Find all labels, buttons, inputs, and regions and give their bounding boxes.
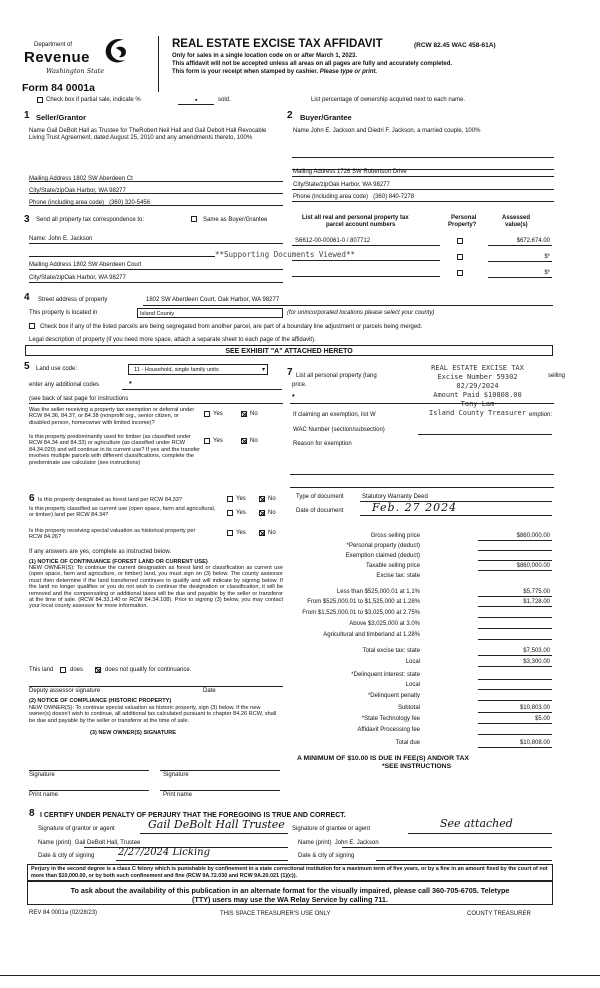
grantee-name-label: Name (print)	[298, 840, 332, 846]
deputy-signature-label: Deputy assessor signature	[29, 688, 101, 694]
bracket-1-label: Less than $525,000.01 at 1.1%	[336, 589, 420, 595]
exemption-deduct-label: Exemption claimed (deduct)	[345, 553, 420, 559]
wac-field[interactable]	[418, 434, 552, 435]
land-use-value: 11 - Household, single family units	[134, 367, 219, 373]
correspondence-name-field[interactable]: Name: John E. Jackson	[29, 236, 93, 242]
bracket-4-label: Above $3,025,000 at 3.0%	[349, 621, 420, 627]
gross-value[interactable]: $860,000.00	[516, 533, 550, 539]
footer-treasurer-use: THIS SPACE TREASURER'S USE ONLY	[220, 911, 331, 917]
section-7-number: 7	[287, 367, 293, 378]
county-select-value: Island County	[140, 310, 175, 317]
doc-date-rule	[360, 515, 552, 516]
land-use-select[interactable]	[128, 364, 268, 375]
segregated-checkbox[interactable]	[29, 323, 35, 329]
gross-label: Gross selling price	[370, 533, 420, 539]
tax-rule-9	[478, 712, 552, 713]
grantee-signature-label: Signature of grantee or agent	[292, 826, 371, 832]
q-current-use-no-checkbox[interactable]	[259, 510, 265, 516]
tax-rule-7	[478, 655, 552, 656]
tax-rule-8	[478, 666, 552, 667]
seller-name-value: Gail DeBolt Hall as Trustee for TheRobert Neil Hall and Gail Debolt Hall Revocable Living Trust Agreement, dated August 25, 2010 and any amendments thereto, 100%	[29, 128, 267, 141]
sec7-rule-1	[290, 403, 554, 404]
section-5-number: 5	[24, 361, 30, 372]
seller-mail-field[interactable]: Mailing Address 1802 SW Aberdeen Ct	[29, 176, 133, 182]
buyer-rule-0	[292, 157, 554, 158]
notice-3-title: (3) NEW OWNER(S) SIGNATURE	[90, 730, 176, 736]
same-as-buyer-label: Same as Buyer/Grantee	[203, 217, 268, 223]
doc-type-label: Type of document	[296, 494, 344, 500]
form-number: Form 84 0001a	[22, 82, 95, 94]
new-owner-sig-1-label: Signature	[29, 772, 55, 778]
same-as-buyer-checkbox[interactable]	[191, 216, 197, 222]
grantee-signature[interactable]: See attached	[440, 817, 513, 830]
excise-state-label: Excise tax: state	[376, 573, 420, 579]
seller-phone-field[interactable]: Phone (including area code) (360) 320-5456	[29, 200, 151, 206]
stamp-line-2: Excise Number 59302	[437, 373, 518, 381]
header-divider	[158, 36, 159, 92]
q-exemption-no-checkbox[interactable]	[241, 411, 247, 417]
bracket-2-value[interactable]: $1,728.00	[523, 599, 550, 605]
corr-rule-2	[29, 256, 215, 257]
q-current-use-yes-label: Yes	[236, 510, 246, 516]
grantor-signature[interactable]: Gail DeBolt Hall Trustee	[148, 818, 285, 831]
total-excise-value[interactable]: $7,503.00	[523, 648, 550, 654]
land-does-label: does	[70, 667, 84, 673]
certify-statement: I CERTIFY UNDER PENALTY OF PERJURY THAT THE FOREGOING IS TRUE AND CORRECT.	[40, 812, 346, 819]
personal-deduct-field[interactable]	[478, 550, 552, 551]
correspondence-mail-field[interactable]: Mailing Address 1802 SW Aberdeen Court	[29, 262, 142, 268]
q-current-use-text: Is this property classified as current use (open space, farm and agricultural, or timber) land per RCW 84.34?	[29, 506, 216, 519]
notice-2-body: NEW OWNER(S): To continue special valuation as historic property, sign (3) below. If the new owner(s) doesn't wish to continue, all additional tax calculated pursuant to chapter 84.26 RCW, shall be due and payable by the seller or transferor at the time of sale.	[29, 705, 277, 724]
taxable-value[interactable]: $860,000.00	[516, 563, 550, 569]
bracket-3-label: From $1,525,000.01 to $3,025,000 at 2.75%	[302, 610, 420, 616]
q-historic-no-label: No	[268, 530, 276, 536]
perjury-text: Perjury in the second degree is a class C felony which is punishable by confinement in a state correctional institution for a maximum term of five years, or by a fine in an amount fixed by the court of not more than $10,000.00, or by both such confinement and fine (RCW 9A.72.030 and RCW 9A.20.021 (1)(c)).	[31, 866, 548, 879]
wac-label: WAC Number (section/subsection)	[293, 427, 385, 433]
affidavit-fee-label: Affidavit Processing fee	[357, 727, 420, 733]
buyer-name-field[interactable]: Name John E. Jackson and Diedri F. Jackson, a married couple, 100%	[293, 128, 481, 134]
section-8-number: 8	[29, 808, 35, 819]
street-label: Street address of property	[38, 297, 108, 303]
personal-deduct-label: *Personal property (deduct)	[346, 543, 420, 549]
form-rcw: (RCW 82.45 WAC 458-61A)	[414, 42, 496, 49]
revenue-swirl-icon	[102, 36, 130, 66]
price-label: price.	[292, 382, 307, 388]
q-historic-no-checkbox[interactable]	[259, 530, 265, 536]
parcel-1-personal-checkbox[interactable]	[457, 238, 463, 244]
grantor-sig-rule	[140, 833, 288, 834]
q-exemption-no-label: No	[250, 411, 258, 417]
grantor-name-value[interactable]: Gail DeBolt Hall, Trustee	[74, 840, 141, 846]
street-value[interactable]: 1802 SW Aberdeen Court, Oak Harbor, WA 98277	[146, 297, 280, 303]
parcel-2-personal-checkbox[interactable]	[457, 254, 463, 260]
stamp-line-5: Tony Lam	[460, 400, 495, 408]
seller-city-field[interactable]: City/State/zipOak Harbor, WA 98277	[29, 188, 126, 194]
parcel-rule-2	[292, 260, 440, 261]
personal-col-head: Personal	[451, 215, 477, 221]
minimum-note: A MINIMUM OF $10.00 IS DUE IN FEE(S) AND/OR TAX	[297, 755, 469, 762]
note-1: Only for sales in a single location code on or after March 1, 2023.	[172, 53, 358, 59]
selling-label: selling	[548, 373, 566, 379]
street-rule	[143, 305, 553, 306]
subtotal-label: Subtotal	[397, 705, 420, 711]
notice-1-body: NEW OWNER(S): To continue the current designation as forest land or classification as current use (open space, farm and agriculture, or timber) land, you must sign on (3) below. The county assessor must then determine if the land transferred continues to qualify and will indicate by signing below. If the land no longer qualifies or you do not wish to continue the designation or classification, it will be removed and the compensating or additional taxes will be due and payable by the seller or transferor at the time of sale. (RCW 84.33.140 or RCW 84.34.108). Prior to signing (3) below, you may contact your local county assessor for more information.	[29, 565, 283, 610]
notice-1-title: (1) NOTICE OF CONTINUANCE (FOREST LAND OR CURRENT USE)	[29, 559, 208, 565]
footer-rev: REV 84 0001a (02/28/23)	[29, 910, 98, 916]
section-2-number: 2	[287, 110, 293, 121]
form-title: REAL ESTATE EXCISE TAX AFFIDAVIT	[172, 38, 383, 50]
land-use-label: Land use code:	[36, 366, 78, 372]
new-owner-sig-2-label: Signature	[163, 772, 189, 778]
q-timber-yes-label: Yes	[213, 438, 223, 444]
stamp-line-3: 02/29/2024	[456, 382, 499, 390]
parcels-heading-2: parcel account numbers	[326, 222, 396, 228]
delinquent-local-field[interactable]	[478, 689, 552, 690]
land-use-rule	[29, 403, 283, 404]
parcel-1-number[interactable]: S6612-00-00061-0 / 807712	[295, 238, 371, 244]
grantee-name-rule	[342, 847, 552, 848]
parcel-rule-1	[292, 245, 440, 246]
alt-format-text-1: To ask about the availability of this publication in an alternate format for the visually impaired, please call 360-705-6705. Teletype	[70, 886, 510, 895]
parcel-3-personal-checkbox[interactable]	[457, 270, 463, 276]
buyer-city-field[interactable]: City/State/zipOak Harbor, WA 98277	[293, 182, 390, 188]
delinquent-penalty-label: *Delinquent penalty	[367, 693, 420, 699]
new-owner-print-2-field[interactable]	[160, 790, 280, 791]
corr-rule-4	[29, 282, 283, 283]
new-owner-sig-1-field[interactable]	[29, 770, 149, 771]
parcel-2-value[interactable]: $*	[544, 254, 550, 260]
q-timber-text: Is this property predominantly used for timber (as classified under RCW 84.34 and 84.33) or agriculture (as classified under RCW 84.34.020) and will continue in its current use? If yes and the transfer involves multiple parcels with different classifications, complete the predominate use calculator (see instructions)	[29, 434, 201, 466]
section-4-number: 4	[24, 292, 30, 303]
section-6-number: 6	[29, 493, 35, 504]
exemption-label-b: emption:	[529, 412, 553, 418]
personal-property-label: List all personal property (tang	[296, 373, 377, 379]
note-2: This affidavit will not be accepted unless all areas on all pages are fully and accurately completed.	[172, 61, 453, 67]
corr-rule-1	[29, 243, 283, 244]
new-owner-print-1-field[interactable]	[29, 790, 149, 791]
note-3: This form is your receipt when stamped by cashier.	[172, 69, 319, 75]
state-label: Washington State	[46, 67, 105, 75]
taxable-label: Taxable selling price	[365, 563, 420, 569]
q-historic-yes-label: Yes	[236, 530, 246, 536]
tax-rule-1	[478, 540, 552, 541]
total-due-label: Total due	[395, 740, 420, 746]
grantor-date-rule	[116, 860, 288, 861]
q-exemption-yes-label: Yes	[213, 411, 223, 417]
legal-description-field[interactable]	[25, 345, 553, 356]
land-does-not-label: does not qualify for continuance.	[105, 667, 192, 673]
grantee-name-value[interactable]: John E. Jackson	[334, 840, 379, 846]
revenue-logo	[22, 38, 132, 80]
buyer-mail-field[interactable]: Mailing Address 1726 SW Robertson Drive	[293, 169, 407, 175]
bracket-5-field[interactable]	[478, 639, 552, 640]
supporting-docs-stamp: **Supporting Documents Viewed**	[215, 250, 355, 259]
alt-format-text-2: (TTY) users may use the WA Relay Service by calling 711.	[192, 895, 388, 904]
new-owner-print-1-label: Print name	[29, 792, 59, 798]
legal-exhibit-text: SEE EXHIBIT "A" ATTACHED HERETO	[225, 347, 353, 355]
chevron-down-icon: ▾	[261, 367, 265, 373]
delinquent-interest-label: *Delinquent interest: state	[351, 672, 420, 678]
tech-fee-label: *State Technology fee	[361, 716, 420, 722]
q-exemption-yes-checkbox[interactable]	[204, 411, 210, 417]
revenue-wordmark: Revenue	[24, 49, 91, 66]
delinquent-interest-field[interactable]	[478, 679, 552, 680]
q-forest-yes-label: Yes	[236, 496, 246, 502]
bracket-5-label: Agricultural and timberland at 1.28%	[323, 632, 420, 638]
tech-fee-value[interactable]: $5.00	[534, 716, 550, 722]
land-does-checkbox[interactable]	[60, 667, 66, 673]
segregated-label: Check box if any of the listed parcels are being segregated from another parcel, are part of a boundary line adjustment or parcels being merged.	[40, 324, 423, 330]
additional-codes-label: enter any additional codes	[29, 382, 100, 388]
deputy-signature-field[interactable]	[29, 686, 283, 687]
personal-col-head-2: Property?	[448, 222, 477, 228]
see-back-label: (see back of last page for instructions	[29, 396, 129, 402]
new-owner-print-2-label: Print name	[163, 792, 193, 798]
correspondence-city-field[interactable]: City/State/zipOak Harbor, WA 98277	[29, 275, 126, 281]
doc-type-value[interactable]: Statutory Warranty Deed	[362, 494, 428, 500]
seller-name-field[interactable]: Name Gail DeBolt Hall as Trustee for TheRobert Neil Hall and Gail Debolt Hall Revocable Living Trust Agreement, dated August 25, 2010 and any amendments thereto, 100%	[29, 128, 267, 141]
buyer-rule-3	[292, 189, 554, 190]
additional-codes-field	[122, 389, 282, 390]
q-forest-no-checkbox[interactable]	[259, 496, 265, 502]
county-select[interactable]	[137, 308, 283, 318]
treasurer-stamp	[410, 364, 545, 418]
reason-label: Reason for exemption	[293, 441, 352, 447]
partial-sale-checkbox[interactable]	[37, 97, 43, 103]
delinquent-penalty-field[interactable]	[478, 700, 552, 701]
q-historic-yes-checkbox[interactable]	[227, 530, 233, 536]
doc-date-label: Date of document	[296, 508, 344, 514]
grantor-date-label: Date & city of signing	[38, 853, 95, 859]
perjury-box	[27, 864, 553, 881]
local-label: Local	[405, 659, 420, 665]
legal-label: Legal description of property (if you need more space, attach a separate sheet to each page of the affidavit).	[29, 337, 316, 343]
notice-2-title: (2) NOTICE OF COMPLIANCE (HISTORIC PROPERTY)	[29, 698, 172, 704]
section-1-number: 1	[24, 110, 30, 121]
partial-sale-label: Check box if partial sale, indicate %	[46, 97, 141, 103]
exemption-deduct-field[interactable]	[478, 560, 552, 561]
parcel-3-value[interactable]: $*	[544, 270, 550, 276]
bracket-4-field[interactable]	[478, 628, 552, 629]
tax-rule-4	[478, 570, 552, 571]
q-timber-no-label: No	[250, 438, 258, 444]
grantee-date-label: Date & city of signing	[298, 853, 355, 859]
buyer-rule-4	[292, 201, 554, 202]
assessed-col-head: Assessed	[502, 215, 531, 221]
partial-sold-label: sold.	[218, 97, 231, 103]
stamp-line-1: REAL ESTATE EXCISE TAX	[431, 364, 524, 372]
local-value[interactable]: $3,300.00	[523, 659, 550, 665]
bracket-2-label: From $525,000.01 to $1,525,000 at 1.28%	[307, 599, 420, 605]
section-3-number: 3	[24, 214, 30, 225]
new-owner-sig-2-field[interactable]	[160, 770, 280, 771]
bracket-1-value[interactable]: $5,775.00	[523, 589, 550, 595]
q-historic-text: Is this property receiving special valuation as historical property per RCW 84.26?	[29, 528, 196, 541]
note-3b: Please type or print.	[319, 69, 378, 75]
ownership-note: List percentage of ownership acquired next to each name.	[311, 97, 466, 103]
located-label: This property is located in	[29, 310, 98, 316]
grantor-name-label: Name (print)	[38, 840, 72, 846]
partial-percent-field[interactable]	[178, 104, 214, 105]
q-current-use-yes-checkbox[interactable]	[227, 510, 233, 516]
if-yes-note: If any answers are yes, complete as instructed below.	[29, 549, 172, 555]
parcel-rule-3	[292, 276, 440, 277]
corr-rule-3	[29, 269, 283, 270]
tax-rule-10	[478, 723, 552, 724]
dept-label: Department of	[34, 42, 73, 48]
deputy-date-label: Date	[203, 688, 216, 694]
grantee-date-field[interactable]	[376, 860, 552, 861]
total-excise-label: Total excise tax: state	[362, 648, 420, 654]
parcel-val-rule-3	[488, 277, 552, 278]
parcels-heading-1: List all real and personal property tax	[302, 215, 409, 221]
alt-format-box	[27, 881, 553, 905]
assessed-col-head-2: value(s)	[505, 222, 528, 228]
grantor-date-value[interactable]: 2/27/2024 Licking	[118, 847, 210, 858]
exemption-label: If claiming an exemption, list W	[293, 412, 376, 418]
see-instructions-note: *SEE INSTRUCTIONS	[382, 763, 452, 770]
stamp-line-6: Island County Treasurer	[429, 409, 526, 417]
q-timber-yes-checkbox[interactable]	[204, 438, 210, 444]
subtotal-value[interactable]: $10,803.00	[519, 705, 550, 711]
buyer-phone-field[interactable]: Phone (including area code) (360) 840-7278	[293, 194, 415, 200]
sec7-rule-3	[290, 487, 554, 488]
total-due-value[interactable]: $10,808.00	[519, 740, 550, 746]
page-bottom-rule	[0, 975, 600, 976]
grantor-signature-label: Signature of grantor or agent	[38, 826, 115, 832]
sec7-rule-2	[290, 474, 554, 475]
parcel-val-rule-1	[488, 245, 552, 246]
q-timber-no-checkbox[interactable]	[241, 438, 247, 444]
q-forest-no-label: No	[268, 496, 276, 502]
land-does-not-checkbox[interactable]	[95, 667, 101, 673]
q-forest-text: Is this property designated as forest land per RCW 84.33?	[38, 497, 182, 503]
buyer-heading: Buyer/Grantee	[300, 113, 352, 122]
affidavit-fee-field[interactable]	[478, 734, 552, 735]
q-current-use-no-label: No	[268, 510, 276, 516]
this-land-label: This land	[29, 667, 54, 673]
delinquent-local-label: Local	[405, 682, 420, 688]
buyer-rule-2	[292, 176, 554, 177]
tax-rule-11	[478, 747, 552, 748]
q-forest-yes-checkbox[interactable]	[227, 496, 233, 502]
unincorp-note: (for unincorporated locations please select your county)	[287, 310, 435, 316]
q-exemption-text: Was the seller receiving a property tax exemption or deferral under RCW 84.36, 84.37, or 84.38 (nonprofit org., senior citizen, or disabled person, homeowner with limited income)?	[29, 407, 195, 426]
parcel-val-rule-2	[488, 261, 552, 262]
seller-heading: Seller/Grantor	[36, 113, 87, 122]
parcel-1-value[interactable]: $672,674.00	[516, 238, 550, 244]
grantee-sig-rule	[408, 833, 552, 834]
tax-rule-5	[478, 596, 552, 597]
bracket-3-field[interactable]	[478, 617, 552, 618]
footer-county-treasurer: COUNTY TREASURER	[467, 911, 531, 917]
stamp-line-4: Amount Paid $10808.00	[433, 391, 522, 399]
doc-date-value[interactable]: Feb. 27 2024	[372, 501, 458, 514]
correspondence-label: Send all property tax correspondence to:	[36, 217, 145, 223]
tax-rule-6	[478, 606, 552, 607]
